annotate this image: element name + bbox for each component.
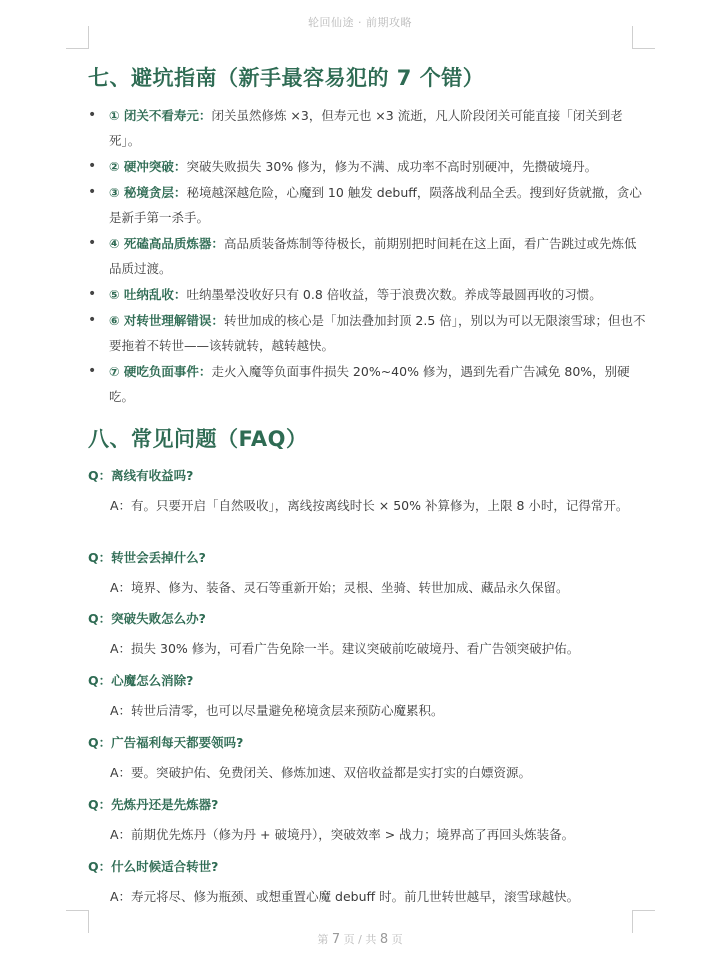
crop-mark-bottom-left [66, 910, 89, 933]
pitfall-label: ① 闭关不看寿元： [109, 108, 212, 123]
pitfall-item [88, 359, 648, 409]
faq-question: Q：广告福利每天都要领吗? [88, 735, 244, 750]
pitfall-label: ③ 秘境贪层： [109, 185, 187, 200]
faq-question: Q：什么时候适合转世? [88, 859, 219, 874]
bullet: • [88, 235, 97, 251]
faq-answer: A：有。只要开启「自然吸收」，离线按离线时长 × 50% 补算修为，上限 8 小时，记得常开。 [110, 498, 629, 513]
faq-question: Q：先炼丹还是先炼器? [88, 797, 219, 812]
faq-answer: A：境界、修为、装备、灵石等重新开始；灵根、坐骑、转世加成、藏品永久保留。 [110, 580, 569, 595]
footer-mid: 页 / 共 [343, 933, 377, 946]
faq-answer: A：要。突破护佑、免费闭关、修炼加速、双倍收益都是实打实的白嫖资源。 [110, 765, 532, 780]
page-footer [0, 931, 720, 947]
pitfall-text: 转世加成的核心是「加法叠加封顶 2.5 倍」，别以为可以无限滚雪球；但也不要拖着不转世——该转就转，越转越快。 [109, 313, 646, 353]
crop-mark-bottom-right [632, 910, 655, 933]
section-7-title: 七、避坑指南（新手最容易犯的 7 个错） [88, 66, 485, 90]
pitfall-text: 秘境越深越危险，心魔到 10 触发 debuff，陨落战利品全丢。搜到好货就撤，贪心是新手第一杀手。 [109, 185, 642, 225]
faq-question: Q：心魔怎么消除? [88, 673, 194, 688]
faq-question: Q：离线有收益吗? [88, 468, 194, 483]
bullet: • [88, 286, 97, 302]
section-8-title: 八、常见问题（FAQ） [88, 427, 308, 451]
bullet: • [88, 107, 97, 123]
bullet: • [88, 363, 97, 379]
pitfall-label: ④ 死磕高品质炼器： [109, 236, 224, 251]
pitfall-text: 吐纳墨晕没收好只有 0.8 倍收益，等于浪费次数。养成等最圆再收的习惯。 [186, 287, 602, 302]
faq-item [88, 609, 648, 660]
pitfall-item [88, 282, 648, 307]
footer-suffix: 页 [391, 933, 403, 946]
running-header: 轮回仙途 · 前期攻略 [308, 16, 412, 29]
pitfall-label: ⑤ 吐纳乱收： [109, 287, 187, 302]
faq-question: Q：转世会丢掉什么? [88, 550, 206, 565]
bullet: • [88, 158, 97, 174]
footer-prefix: 第 [317, 933, 329, 946]
faq-answer: A：转世后清零，也可以尽量避免秘境贪层来预防心魔累积。 [110, 703, 444, 718]
pitfall-item [88, 231, 648, 281]
pitfall-text: 高品质装备炼制等待极长，前期别把时间耗在这上面，看广告跳过或先炼低品质过渡。 [109, 236, 637, 276]
pitfall-item [88, 103, 648, 153]
faq-question: Q：突破失败怎么办? [88, 611, 206, 626]
faq-item [88, 548, 648, 599]
current-page-number: 7 [331, 932, 341, 947]
bullet: • [88, 312, 97, 328]
pitfall-text: 走火入魔等负面事件损失 20%~40% 修为，遇到先看广告减免 80%，别硬吃。 [109, 364, 630, 404]
pitfall-list [88, 103, 648, 410]
faq-answer: A：损失 30% 修为，可看广告免除一半。建议突破前吃破境丹、看广告领突破护佑。 [110, 641, 580, 656]
faq-item [88, 466, 648, 517]
faq-item [88, 733, 648, 784]
pitfall-label: ⑦ 硬吃负面事件： [109, 364, 212, 379]
faq-answer: A：寿元将尽、修为瓶颈、或想重置心魔 debuff 时。前几世转世越早，滚雪球越快。 [110, 889, 580, 904]
total-page-number: 8 [379, 932, 389, 947]
faq-item [88, 795, 648, 846]
faq-item [88, 857, 648, 908]
pitfall-item [88, 154, 648, 179]
faq-answer: A：前期优先炼丹（修为丹 + 破境丹），突破效率 > 战力；境界高了再回头炼装备。 [110, 827, 575, 842]
bullet: • [88, 184, 97, 200]
pitfall-label: ⑥ 对转世理解错误： [109, 313, 224, 328]
pitfall-label: ② 硬冲突破： [109, 159, 187, 174]
pitfall-text: 突破失败损失 30% 修为，修为不满、成功率不高时别硬冲，先攒破境丹。 [186, 159, 598, 174]
pitfall-item [88, 308, 648, 358]
pitfall-text: 闭关虽然修炼 ×3，但寿元也 ×3 流逝，凡人阶段闭关可能直接「闭关到老死」。 [109, 108, 623, 148]
pitfall-item [88, 180, 648, 230]
faq-item [88, 671, 648, 722]
